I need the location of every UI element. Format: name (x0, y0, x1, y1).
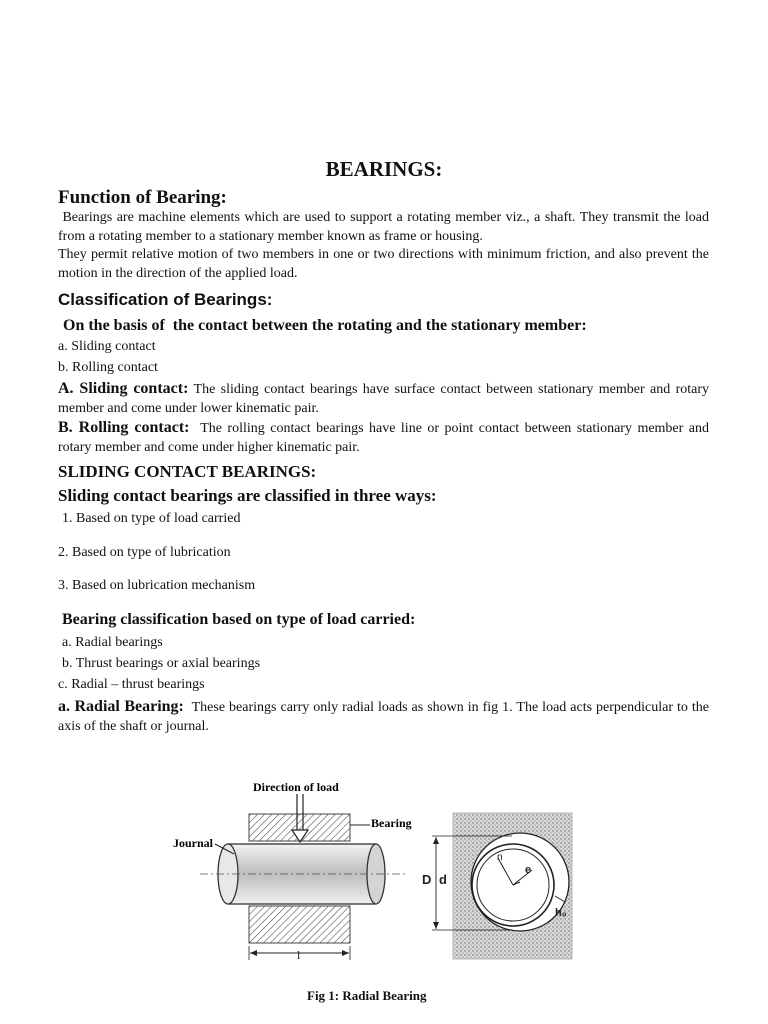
function-paragraph-2: They permit relative motion of two members in one or two directions with minimum friction, and also prevent the motion in the direction of the applied load. (58, 247, 709, 281)
load-type-item: a. Radial bearings (62, 635, 163, 650)
bearing-lower (249, 906, 350, 943)
sliding-contact-text: The sliding contact bearings have surface contact between stationary member and rotary member and come under lower kinematic pair. (58, 382, 713, 416)
D-label: D (422, 872, 432, 887)
h0-label: h₀ (555, 907, 567, 919)
length-label: l (297, 948, 301, 962)
function-paragraph-1: Bearings are machine elements which are used to support a rotating member viz., a shaft. They transmit the load from a rotating member to a stationary member known as frame or housing. (58, 210, 713, 244)
function-heading: Function of Bearing: (58, 187, 227, 208)
rolling-contact-label: B. Rolling contact: (58, 419, 190, 436)
page-title: BEARINGS: (325, 157, 443, 181)
load-class-heading: Bearing classification based on type of load carried: (62, 611, 416, 628)
n-label: n (497, 852, 503, 863)
radial-bearing-text: These bearings carry only radial loads as shown in fig 1. The load acts perpendicular to the axis of the shaft or journal. (58, 700, 713, 734)
d-label: d (439, 872, 447, 887)
contact-basis-heading: On the basis of the contact between the rotating and the stationary member: (63, 317, 587, 334)
radial-bearing-figure (160, 770, 580, 970)
sliding-contact-paragraph (58, 379, 713, 418)
sliding-bearings-heading: SLIDING CONTACT BEARINGS: (58, 462, 317, 481)
contact-type-item: a. Sliding contact (58, 339, 156, 354)
classification-heading: Classification of Bearings: (58, 290, 273, 309)
rolling-contact-paragraph (58, 418, 713, 457)
bearing-label: Bearing (371, 816, 412, 830)
three-ways-heading: Sliding contact bearings are classified in three ways: (58, 486, 437, 505)
figure-caption: Fig 1: Radial Bearing (307, 988, 427, 1003)
journal-shaft (200, 844, 405, 904)
rolling-contact-text: The rolling contact bearings have line or point contact between stationary member and rotary member and come under higher kinematic pair. (58, 421, 713, 455)
way-item: 2. Based on type of lubrication (58, 545, 231, 560)
load-type-item: c. Radial – thrust bearings (58, 677, 205, 692)
sliding-contact-label: A. Sliding contact: (58, 380, 189, 397)
e-label: e (525, 864, 532, 876)
radial-bearing-label: a. Radial Bearing: (58, 698, 184, 715)
radial-bearing-paragraph (58, 697, 713, 736)
contact-type-item: b. Rolling contact (58, 360, 158, 375)
bearing-cross-section (453, 813, 572, 959)
direction-of-load-label: Direction of load (253, 780, 339, 794)
way-item: 1. Based on type of load carried (62, 511, 241, 526)
way-item: 3. Based on lubrication mechanism (58, 578, 256, 593)
load-type-item: b. Thrust bearings or axial bearings (62, 656, 261, 671)
journal-label: Journal (173, 836, 214, 850)
